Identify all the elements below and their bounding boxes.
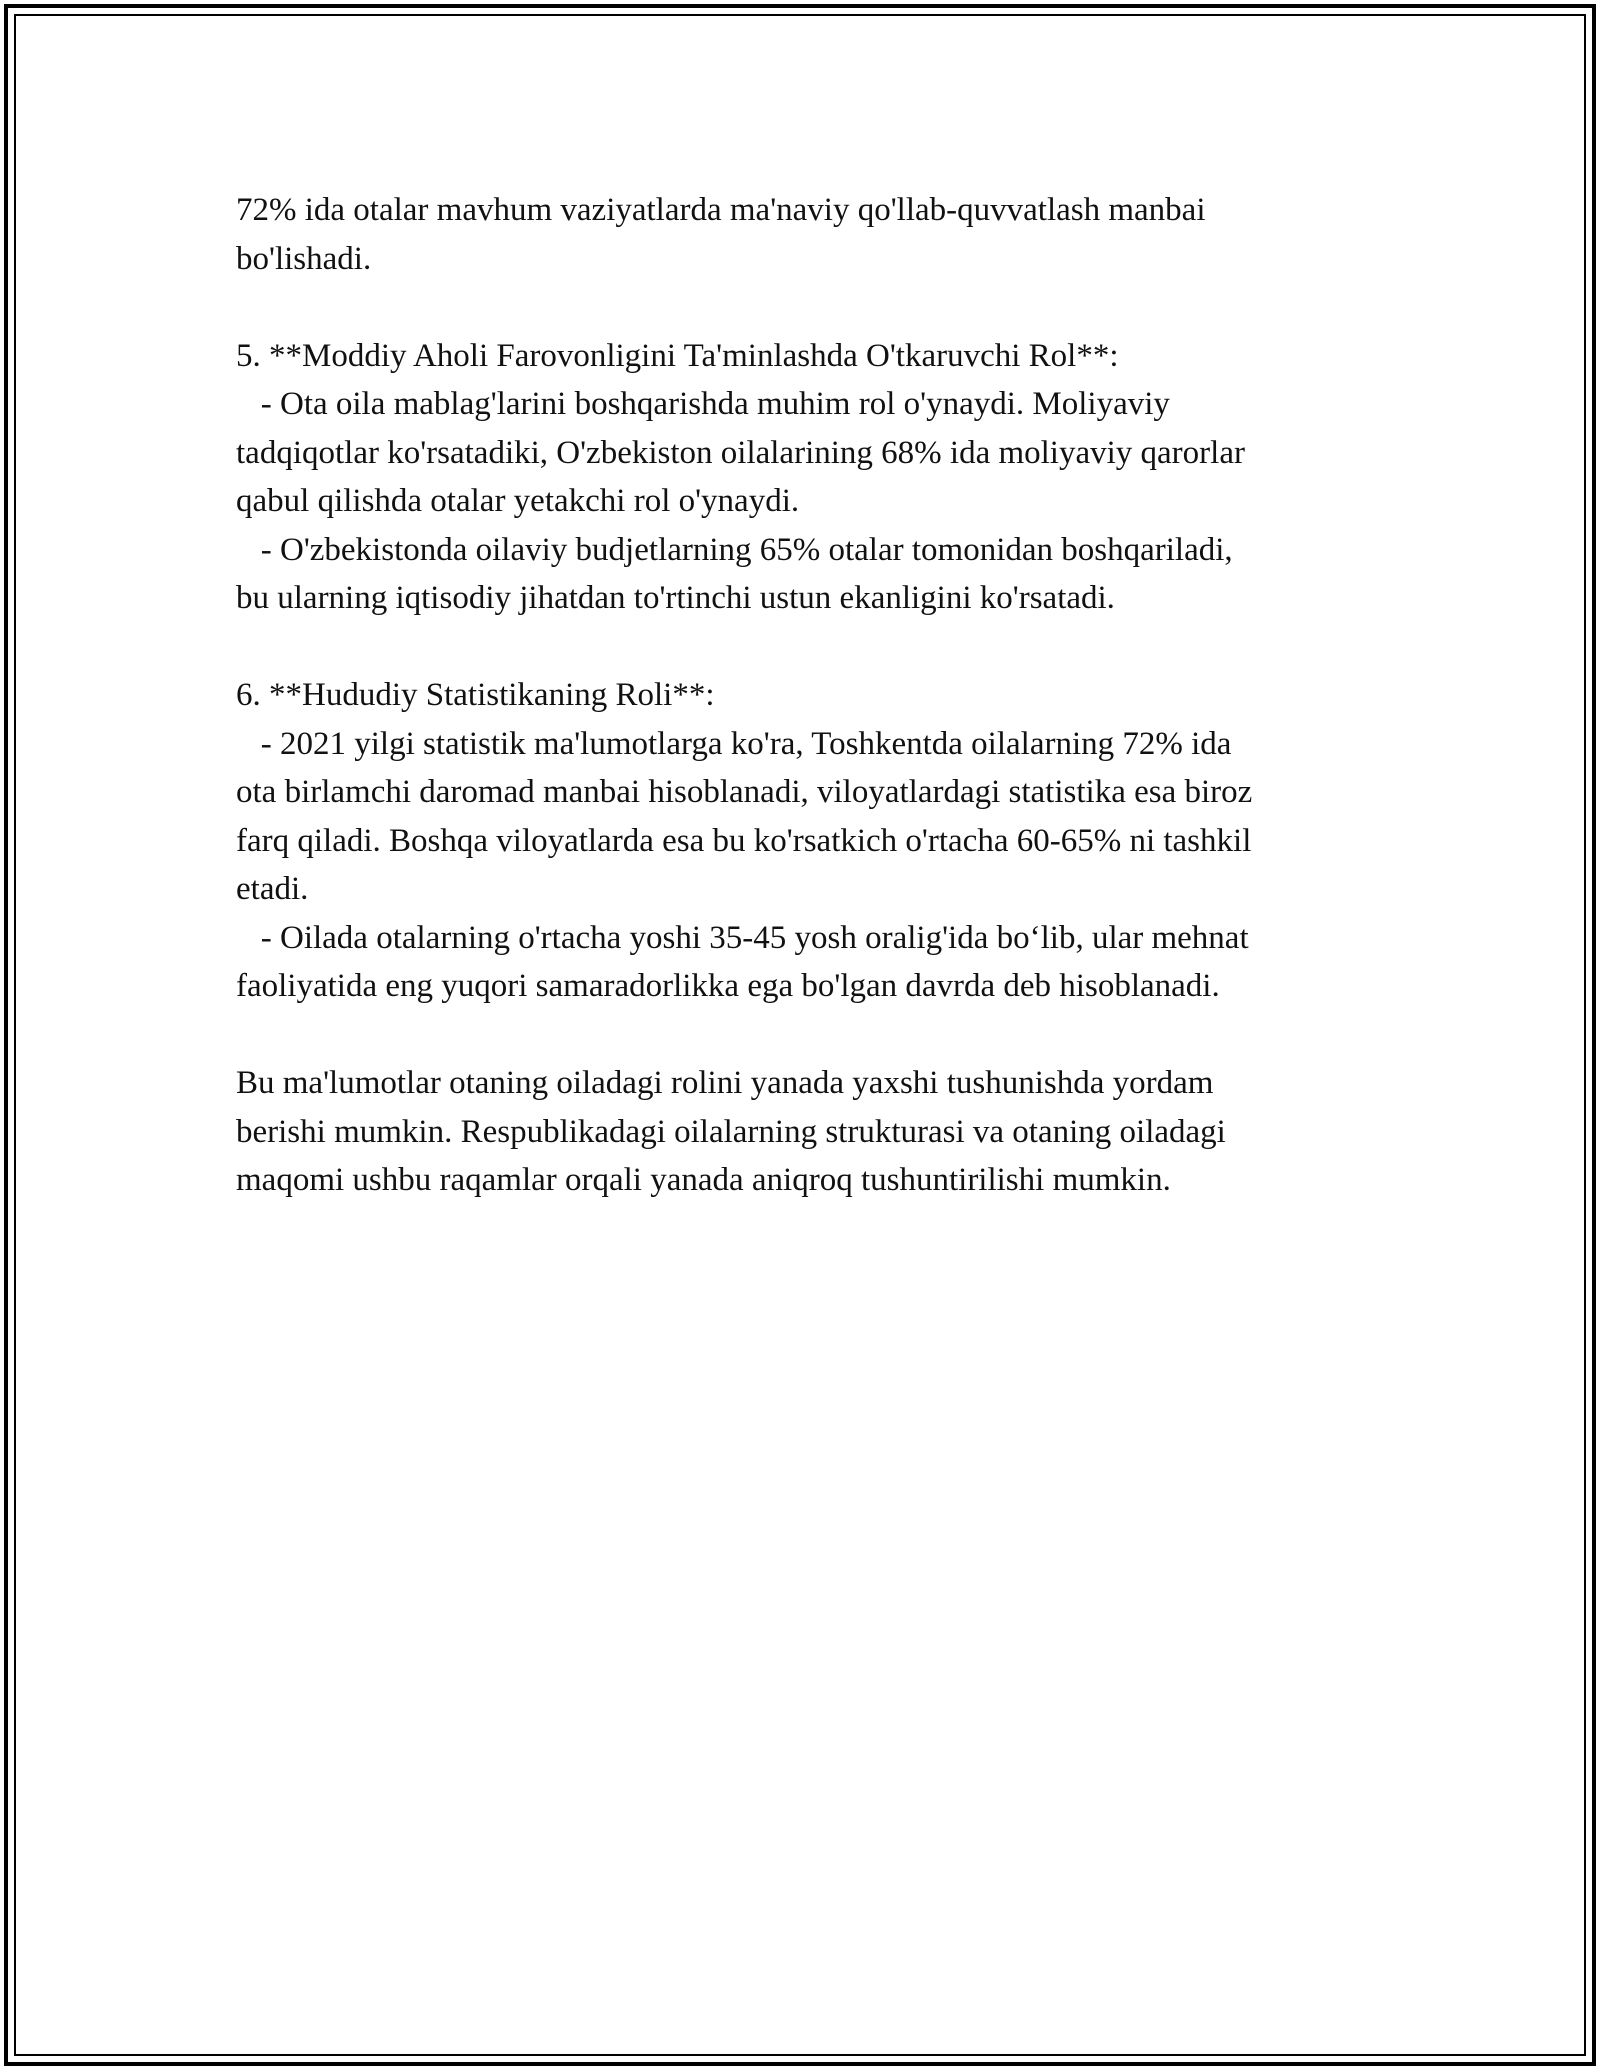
text-line: - Oilada otalarning o'rtacha yoshi 35-45 yosh oralig'ida bo‘lib, ular mehnat bbox=[236, 919, 1249, 956]
section-heading: 5. **Moddiy Aholi Farovonligini Ta'minlashda O'tkaruvchi Rol**: bbox=[236, 337, 1119, 374]
text-line: maqomi ushbu raqamlar orqali yanada aniqroq tushuntirilishi mumkin. bbox=[236, 1162, 1171, 1198]
text-line: ota birlamchi daromad manbai hisoblanadi, viloyatlardagi statistika esa biroz bbox=[236, 774, 1253, 810]
conclusion-paragraph bbox=[236, 1059, 1376, 1205]
text-line: faoliyatida eng yuqori samaradorlikka ega bo'lgan davrda deb hisoblanadi. bbox=[236, 968, 1220, 1004]
text-line: Bu ma'lumotlar otaning oiladagi rolini yanada yaxshi tushunishda yordam bbox=[236, 1065, 1214, 1101]
text-line: qabul qilishda otalar yetakchi rol o'ynaydi. bbox=[236, 483, 800, 519]
paragraph-gap bbox=[236, 283, 1376, 332]
text-line: berishi mumkin. Respublikadagi oilalarning strukturasi va otaning oiladagi bbox=[236, 1113, 1226, 1150]
text-line: etadi. bbox=[236, 871, 309, 907]
section-heading: 6. **Hududiy Statistikaning Roli**: bbox=[236, 677, 715, 713]
document-body bbox=[236, 186, 1376, 1205]
text-line: - Ota oila mablag'larini boshqarishda muhim rol o'ynaydi. Moliyaviy bbox=[236, 386, 1170, 422]
text-line: bo'lishadi. bbox=[236, 240, 372, 277]
text-line: - O'zbekistonda oilaviy budjetlarning 65% otalar tomonidan boshqariladi, bbox=[236, 531, 1233, 568]
paragraph-gap bbox=[236, 623, 1376, 672]
text-line: 72% ida otalar mavhum vaziyatlarda ma'naviy qo'llab-quvvatlash manbai bbox=[236, 192, 1206, 228]
section-5 bbox=[236, 332, 1376, 623]
text-line: tadqiqotlar ko'rsatadiki, O'zbekiston oilalarining 68% ida moliyaviy qarorlar bbox=[236, 434, 1245, 471]
paragraph-gap bbox=[236, 1011, 1376, 1060]
section-6 bbox=[236, 671, 1376, 1011]
text-line: farq qiladi. Boshqa viloyatlarda esa bu ko'rsatkich o'rtacha 60-65% ni tashkil bbox=[236, 822, 1252, 859]
text-line: - 2021 yilgi statistik ma'lumotlarga ko'ra, Toshkentda oilalarning 72% ida bbox=[236, 725, 1232, 762]
text-line: bu ularning iqtisodiy jihatdan to'rtinchi ustun ekanligini ko'rsatadi. bbox=[236, 580, 1115, 616]
intro-paragraph bbox=[236, 186, 1376, 283]
